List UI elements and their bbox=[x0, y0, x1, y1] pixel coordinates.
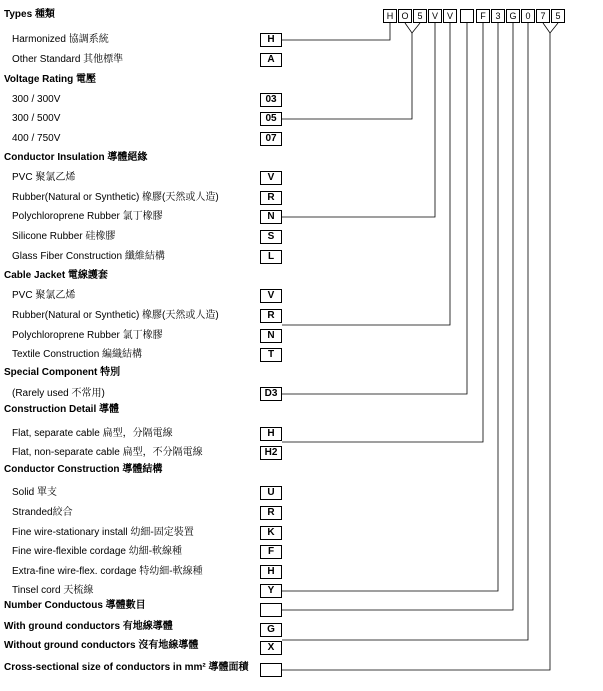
connector-voltage-v bbox=[405, 23, 420, 33]
section-title-without-ground: Without ground conductors 沒有地線導體 bbox=[4, 640, 199, 651]
option-label: Fine wire-stationary install 幼細-固定裝置 bbox=[12, 527, 194, 538]
code-box: V bbox=[260, 289, 282, 303]
code-box bbox=[260, 663, 282, 677]
option-label: Rubber(Natural or Synthetic) 橡膠(天然或人造) bbox=[12, 310, 219, 321]
code-cell: H bbox=[383, 9, 397, 23]
option-label: 300 / 500V bbox=[12, 113, 61, 124]
code-box: 05 bbox=[260, 112, 282, 126]
option-label: Fine wire-flexible cordage 幼細-軟線種 bbox=[12, 546, 183, 557]
code-box: T bbox=[260, 348, 282, 362]
code-cell: O bbox=[398, 9, 412, 23]
code-box: H bbox=[260, 33, 282, 47]
option-label: Tinsel cord 天梳線 bbox=[12, 585, 94, 596]
option-label: Silicone Rubber 硅橡膠 bbox=[12, 231, 116, 242]
code-box bbox=[260, 603, 282, 617]
section-title-number: Number Conductous 導體數目 bbox=[4, 600, 146, 611]
option-label: Extra-fine wire-flex. cordage 特幼細-軟線種 bbox=[12, 566, 203, 577]
code-box: L bbox=[260, 250, 282, 264]
connector-types bbox=[282, 23, 390, 40]
code-box: H2 bbox=[260, 446, 282, 460]
connector-ground bbox=[282, 23, 528, 640]
section-title-types: Types 種類 bbox=[4, 9, 55, 20]
option-label: Polychloroprene Rubber 氯丁橡膠 bbox=[12, 211, 163, 222]
option-label: Harmonized 協調系統 bbox=[12, 34, 109, 45]
code-box: A bbox=[260, 53, 282, 67]
connector-construction bbox=[282, 23, 483, 442]
code-box: G bbox=[260, 623, 282, 637]
connector-size-v bbox=[543, 23, 558, 33]
code-box: H bbox=[260, 427, 282, 441]
option-label: Stranded絞合 bbox=[12, 507, 73, 518]
option-label: Flat, separate cable 扁型，分隔電線 bbox=[12, 428, 173, 439]
connector-size bbox=[282, 33, 550, 670]
code-box: V bbox=[260, 171, 282, 185]
option-label: Rubber(Natural or Synthetic) 橡膠(天然或人造) bbox=[12, 192, 219, 203]
code-cell: 0 bbox=[521, 9, 535, 23]
code-cell: V bbox=[443, 9, 457, 23]
section-title-conductor: Conductor Construction 導體結構 bbox=[4, 464, 163, 475]
section-title-construction: Construction Detail 導體 bbox=[4, 404, 120, 415]
connector-voltage bbox=[282, 33, 412, 119]
option-label: Other Standard 其他標準 bbox=[12, 54, 124, 65]
connector-special bbox=[282, 23, 467, 394]
code-cell: F bbox=[476, 9, 490, 23]
code-box: H bbox=[260, 565, 282, 579]
code-box: R bbox=[260, 506, 282, 520]
option-label: PVC 聚氯乙烯 bbox=[12, 290, 76, 301]
code-box: D3 bbox=[260, 387, 282, 401]
section-title-special: Special Component 特別 bbox=[4, 367, 121, 378]
code-cell: 5 bbox=[551, 9, 565, 23]
section-title-with-ground: With ground conductors 有地線導體 bbox=[4, 621, 173, 632]
code-cell: 3 bbox=[491, 9, 505, 23]
section-title-jacket: Cable Jacket 電線護套 bbox=[4, 270, 108, 281]
code-box: K bbox=[260, 526, 282, 540]
code-box: X bbox=[260, 641, 282, 655]
option-label: (Rarely used 不常用) bbox=[12, 388, 105, 399]
code-box: Y bbox=[260, 584, 282, 598]
connector-number bbox=[282, 23, 513, 610]
code-box: 03 bbox=[260, 93, 282, 107]
code-cell: 5 bbox=[413, 9, 427, 23]
section-title-insulation: Conductor Insulation 導體絕緣 bbox=[4, 152, 148, 163]
code-box: S bbox=[260, 230, 282, 244]
code-box: R bbox=[260, 191, 282, 205]
option-label: Solid 單支 bbox=[12, 487, 58, 498]
option-label: Glass Fiber Construction 纖維結構 bbox=[12, 251, 165, 262]
code-cell: V bbox=[428, 9, 442, 23]
option-label: Polychloroprene Rubber 氯丁橡膠 bbox=[12, 330, 163, 341]
section-title-cross-section: Cross-sectional size of conductors in mm² 導體面積 bbox=[4, 662, 249, 673]
connector-conductor bbox=[282, 23, 498, 591]
option-label: 400 / 750V bbox=[12, 133, 61, 144]
code-box: R bbox=[260, 309, 282, 323]
code-box: F bbox=[260, 545, 282, 559]
option-label: 300 / 300V bbox=[12, 94, 61, 105]
option-label: Textile Construction 編織結構 bbox=[12, 349, 143, 360]
code-cell bbox=[460, 9, 474, 23]
option-label: PVC 聚氯乙烯 bbox=[12, 172, 76, 183]
code-cell: G bbox=[506, 9, 520, 23]
option-label: Flat, non-separate cable 扁型，不分隔電線 bbox=[12, 447, 203, 458]
code-box: N bbox=[260, 329, 282, 343]
code-box: 07 bbox=[260, 132, 282, 146]
code-cell: 7 bbox=[536, 9, 550, 23]
code-box: N bbox=[260, 210, 282, 224]
connector-jacket bbox=[282, 23, 450, 325]
section-title-voltage: Voltage Rating 電壓 bbox=[4, 74, 97, 85]
code-box: U bbox=[260, 486, 282, 500]
